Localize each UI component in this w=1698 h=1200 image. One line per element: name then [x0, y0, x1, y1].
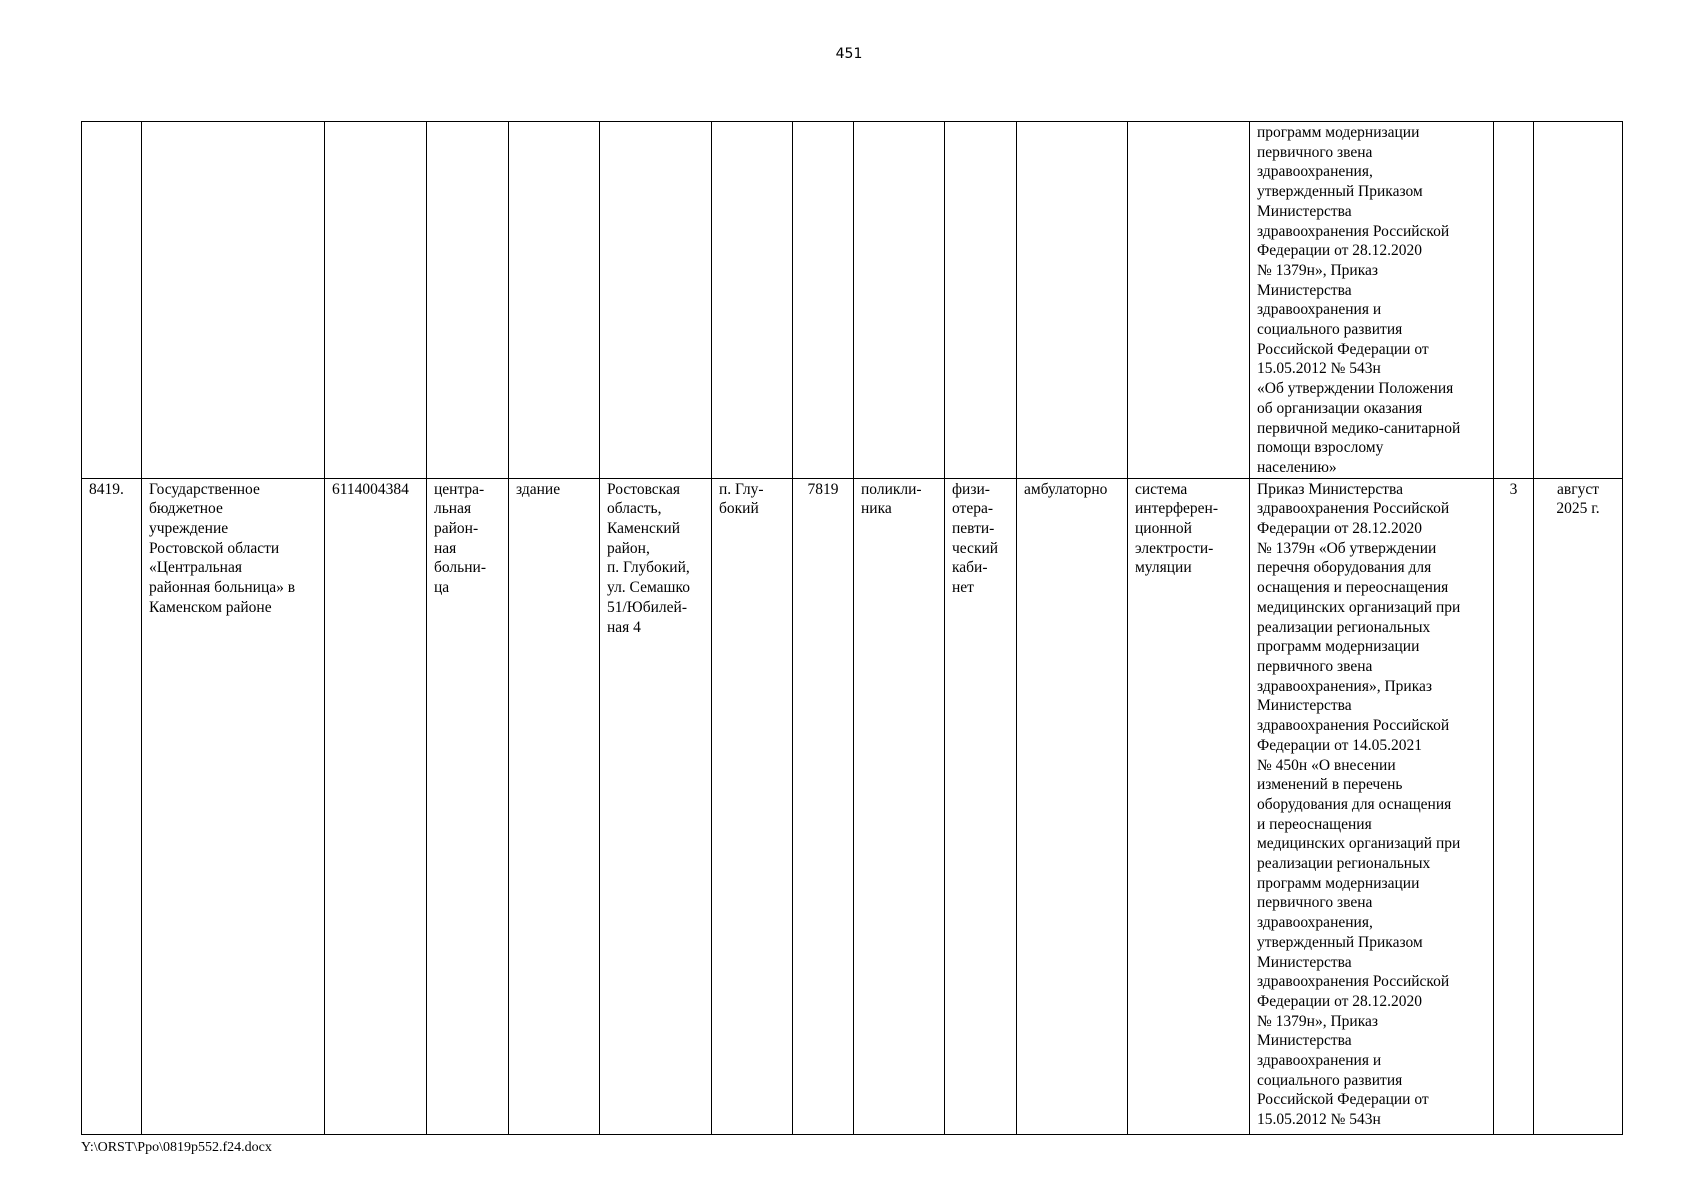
cell-empty [427, 122, 509, 479]
cell-organization: Государственное бюджетное учреждение Ростовской области «Центральная районная больница» в Каменском районе [142, 478, 325, 1134]
cell-empty [142, 122, 325, 479]
cell-empty [1494, 122, 1534, 479]
cell-empty [1017, 122, 1128, 479]
footer-file-path: Y:\ORST\Ppo\0819p552.f24.docx [81, 1140, 272, 1155]
table-row-continued [82, 122, 1623, 479]
cell-empty [945, 122, 1017, 479]
cell-quantity: 3 [1494, 478, 1534, 1134]
cell-empty [600, 122, 712, 479]
cell-org-type: центра- льная район- ная больни- ца [427, 478, 509, 1134]
cell-legal-basis-continued: программ модернизации первичного звена здравоохранения, утвержденный Приказом Министерства здравоохранения Российской Федерации от 28.12.2020 № 1379н», Приказ Министерства здравоохранения и социального развития Российской Федерации от 15.05.2012 № 543н «Об утверждении Положения об организации оказания первичной медико-санитарной помощи взрослому населению» [1250, 122, 1494, 479]
cell-empty [854, 122, 945, 479]
cell-equipment: система интерферен- ционной электрости- муляции [1128, 478, 1250, 1134]
cell-deadline: август 2025 г. [1534, 478, 1623, 1134]
cell-object-type: здание [509, 478, 600, 1134]
cell-empty [793, 122, 854, 479]
cell-locality: п. Глу- бокий [712, 478, 793, 1134]
page-number: 451 [835, 46, 863, 62]
cell-row-number: 8419. [82, 478, 142, 1134]
cell-population: 7819 [793, 478, 854, 1134]
cell-unit: поликли- ника [854, 478, 945, 1134]
cell-legal-basis: Приказ Министерства здравоохранения Российской Федерации от 28.12.2020 № 1379н «Об утверждении перечня оборудования для оснащения и переоснащения медицинских организаций при реализации региональных программ модернизации первичного звена здравоохранения», Приказ Министерства здравоохранения Российской Федерации от 14.05.2021 № 450н «О внесении изменений в перечень оборудования для оснащения и переоснащения медицинских организаций при реализации региональных программ модернизации первичного звена здравоохранения, утвержденный Приказом Министерства здравоохранения Российской Федерации от 28.12.2020 № 1379н», Приказ Министерства здравоохранения и социального развития Российской Федерации от 15.05.2012 № 543н [1250, 478, 1494, 1134]
table-row-8419 [82, 478, 1623, 1134]
cell-address: Ростовская область, Каменский район, п. Глубокий, ул. Семашко 51/Юбилей- ная 4 [600, 478, 712, 1134]
cell-empty [1128, 122, 1250, 479]
cell-empty [712, 122, 793, 479]
cell-empty [82, 122, 142, 479]
cell-empty [325, 122, 427, 479]
cell-care-form: амбулаторно [1017, 478, 1128, 1134]
cell-empty [1534, 122, 1623, 479]
cell-room: физи- отера- певти- ческий каби- нет [945, 478, 1017, 1134]
cell-empty [509, 122, 600, 479]
cell-inn: 6114004384 [325, 478, 427, 1134]
equipment-table [81, 121, 1623, 1135]
